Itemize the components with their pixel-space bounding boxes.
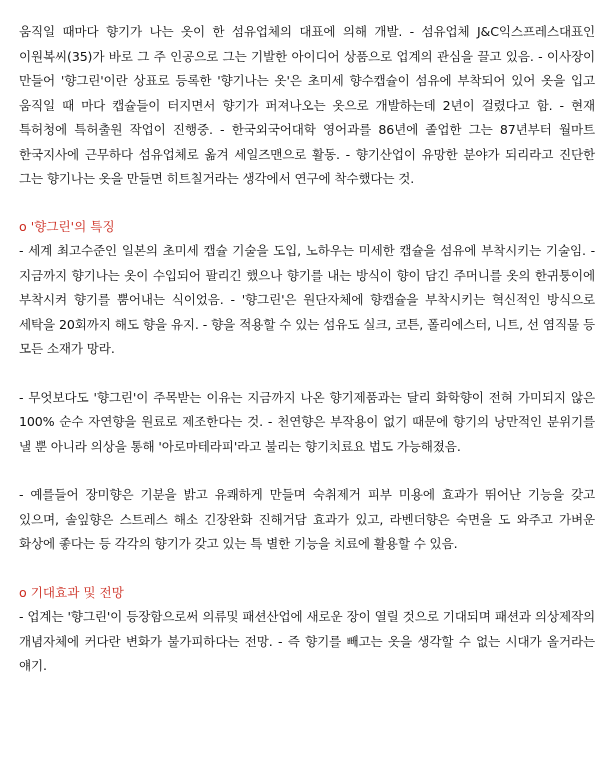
spacer [19, 192, 595, 215]
document-page [19, 20, 595, 679]
spacer [19, 362, 595, 386]
intro-paragraph: 움직일 때마다 향기가 나는 옷이 한 섬유업체의 대표에 의해 개발. - 섬유업체 J&C익스프레스대표인 이원복씨(35)가 바로 그 주 인공으로 그는 기발한 아이디어 상품으로 업계의 관심을 끌고 있음. - 이사장이 만들어 '향그린'이란 상표로 등록한 '향기나는 옷'은 초미세 향수캡슐이 섬유에 부착되어 있어 옷을 입고 움직일 때 마다 캡슐들이 터지면서 향기가 퍼져나오는 옷으로 개발하는데 2년이 걸렸다고 함. - 현재 특허청에 특허출원 작업이 진행중. - 한국외국어대학 영어과를 86년에 졸업한 그는 87년부터 월마트 한국지사에 근무하다 섬유업체로 옮겨 세일즈맨으로 활동. - 향기산업이 유망한 분야가 되리라고 진단한 그는 향기나는 옷을 만들면 히트칠거라는 생각에서 연구에 착수했다는 것. [19, 24, 595, 186]
features-paragraph-1: - 세계 최고수준인 일본의 초미세 캡슐 기술을 도입, 노하우는 미세한 캡슐을 섬유에 부착시키는 기술임. - 지금까지 향기나는 옷이 수입되어 팔리긴 했으나 향기를 내는 방식이 향이 담긴 주머니를 옷의 한귀퉁이에 부착시켜 향기를 뿜어내는 식이었음. - '향그린'은 원단자체에 향캡슐을 부착시키는 혁신적인 방식으로 세탁을 20회까지 해도 향을 유지. - 향을 적용할 수 있는 섬유도 실크, 코튼, 폴리에스터, 니트, 선 염직물 등 모든 소재가 망라. [19, 243, 595, 356]
features-heading: o '향그린'의 특징 [19, 218, 115, 234]
outlook-heading: o 기대효과 및 전망 [19, 584, 124, 600]
outlook-paragraph: - 업계는 '향그린'이 등장함으로써 의류및 패션산업에 새로운 장이 열릴 것으로 기대되며 패션과 의상제작의 개념자체에 커다란 변화가 불가피하다는 전망. - 즉 향기를 빼고는 옷을 생각할 수 없는 시대가 올거라는 얘기. [19, 609, 595, 673]
spacer [19, 459, 595, 483]
features-paragraph-3: - 예를들어 장미향은 기분을 밝고 유쾌하게 만들며 숙취제거 피부 미용에 효과가 뛰어난 기능을 갖고 있으며, 솔잎향은 스트레스 해소 긴장완화 진해거담 효과가 있고, 라벤더향은 숙면을 도 와주고 가벼운 화상에 좋다는 등 각각의 향기가 갖고 있는 특 별한 기능을 치료에 활용할 수 있음. [19, 487, 595, 551]
spacer [19, 557, 595, 581]
features-paragraph-2: - 무엇보다도 '향그린'이 주목받는 이유는 지금까지 나온 향기제품과는 달리 화학향이 전혀 가미되지 않은 100% 순수 자연향을 원료로 제조한다는 것. - 천연향은 부작용이 없기 때문에 향기의 낭만적인 분위기를 낼 뿐 아니라 의상을 통해 '아로마테라피'라고 불리는 향기치료요 법도 가능해졌음. [19, 389, 595, 454]
